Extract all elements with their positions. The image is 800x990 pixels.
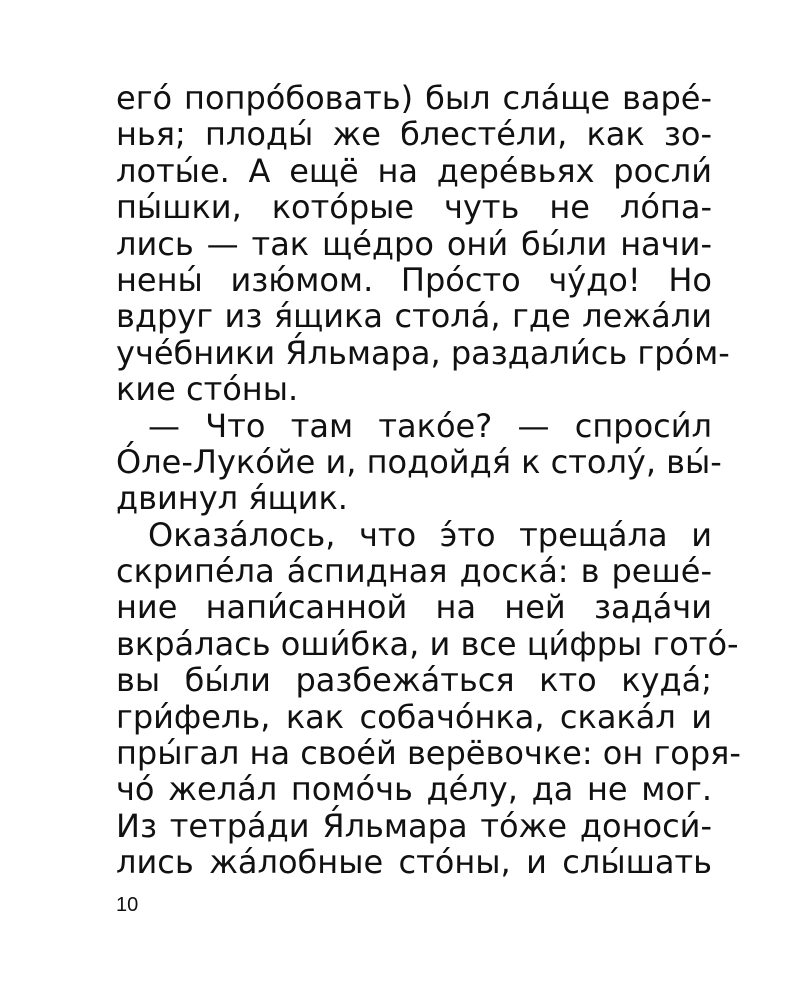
text-line: ние напи́санной на ней зада́чи bbox=[116, 588, 712, 627]
text-line: двинул я́щик. bbox=[116, 479, 348, 518]
text-line: лись — так ще́дро они́ бы́ли начи- bbox=[116, 224, 712, 263]
text-line: чо́ жела́л помо́чь де́лу, да не мог. bbox=[116, 770, 712, 809]
text-line: лоты́е. А ещё на дере́вьях росли́ bbox=[116, 151, 712, 190]
text-line: вы бы́ли разбежа́ться кто куда́; bbox=[116, 661, 712, 700]
body-text bbox=[116, 79, 741, 882]
text-line: кие сто́ны. bbox=[116, 370, 299, 409]
text-line: нья; плоды́ же блесте́ли, как зо- bbox=[116, 115, 712, 154]
text-line: нены́ изю́мом. Про́сто чу́до! Но bbox=[116, 260, 712, 299]
text-line: скрипе́ла а́спидная доска́: в реше́- bbox=[116, 552, 712, 591]
page-number: 10 bbox=[116, 894, 139, 916]
text-line: пы́шки, кото́рые чуть не ло́па- bbox=[116, 188, 712, 227]
text-line: Из тетра́ди Я́льмара то́же доноси́- bbox=[116, 806, 712, 845]
text-line: вкра́лась оши́бка, и все ци́фры гото́- bbox=[116, 624, 739, 663]
text-line: уче́бники Я́льмара, раздали́сь гро́м- bbox=[116, 333, 730, 372]
text-line: пры́гал на свое́й верёвочке: он горя- bbox=[116, 734, 741, 773]
text-line: его́ попро́бовать) был сла́ще варе́- bbox=[116, 79, 712, 117]
text-line: О́ле-Луко́йе и, подойдя́ к столу́, вы́- bbox=[116, 442, 722, 481]
text-line: — Что там тако́е? — спроси́л bbox=[148, 406, 712, 445]
text-line: Оказа́лось, что э́то треща́ла и bbox=[148, 515, 712, 554]
text-line: лись жа́лобные сто́ны, и слы́шать bbox=[116, 843, 712, 882]
text-line: вдруг из я́щика стола́, где лежа́ли bbox=[116, 297, 712, 336]
text-line: гри́фель, как собачо́нка, скака́л и bbox=[116, 697, 712, 736]
